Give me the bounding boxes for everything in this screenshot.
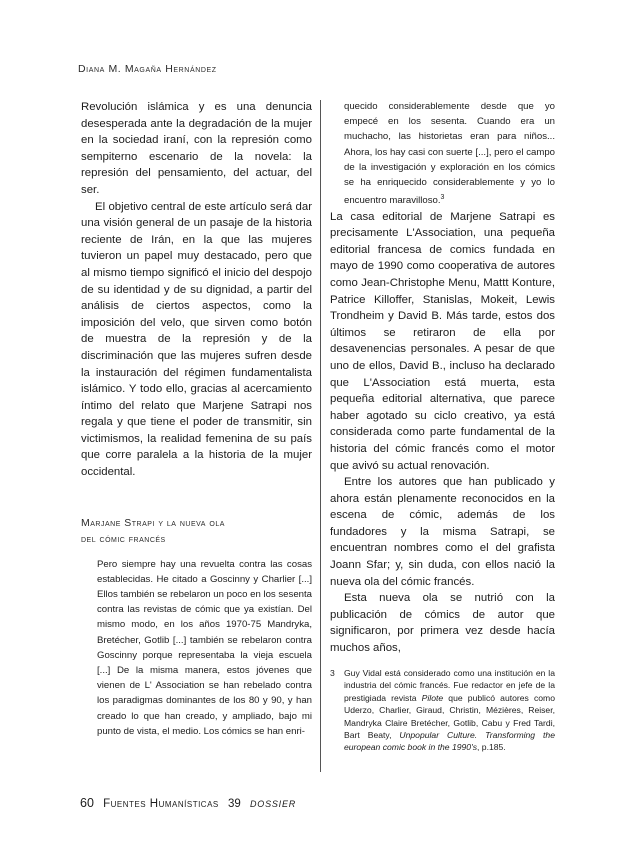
- running-head: Diana M. Magaña Hernández: [78, 63, 217, 75]
- page-footer: [80, 796, 296, 810]
- footnote-book-title: Unpopular Culture. Transforming the european comic book in the 1990's: [344, 730, 555, 753]
- journal-name: Fuentes Humanísticas: [103, 798, 219, 810]
- block-quote-continued-text: quecido considerablemente desde que yo empecé en los sesenta. Cuando era un muchacho, las historietas eran para niños... Ahora, los hay casi con suerte [...], pero el campo de la investigación y exploración en los cómics se ha enriquecido considerablemente y yo lo encuentro maravilloso.: [344, 101, 555, 207]
- issue-number: 39: [227, 798, 241, 810]
- block-quote: Pero siempre hay una revuelta contra las cosas establecidas. He citado a Goscinny y Charlier [...] Ellos también se rebelaron un poco en los sesenta contra las revistas de cómic que ya existían. Del mismo modo, en los años 1970-75 Mandryka, Bretécher, Gotlib [...] también se rebelaron contra Goscinny porque representaba la vieja escuela [...] De la misma manera, estos jóvenes que vienen de L' Association se han rebelado contra los paradigmas dominantes de los 80 y 90, y han creado lo que han creado, y ampliado, bajo mi punto de vista, el medio. Los cómics se han enri-: [97, 558, 312, 737]
- left-paragraph-1: Revolución islámica y es una denuncia desesperada ante la degradación de la mujer en la sociedad iraní, con la represión como sempiterno escenario de la novela: la represión del pensamiento, del actuar, del ser.: [81, 101, 312, 196]
- right-paragraph-1: La casa editorial de Marjene Satrapi es precisamente L'Association, una pequeña editorial francesa de comics fundada en mayo de 1990 como cooperativa de autores como Jean-Christophe Menu, Mattt Konture, Patrice Killoffer, Stanislas, Mokeit, Lewis Trondheim y David B. Más tarde, estos dos últimos se retiraron de ella por desavenencias personales. A pesar de que uno de ellos, David B., incluso ha declarado que L'Association está muerta, esta pequeña editorial alternativa, que parece haber agotado su ciclo creativo, ya está considerada como parte fundamental de la historia del cómic francés como el motor que avivó su actual renovación.: [330, 210, 555, 472]
- right-paragraph-3: Esta nueva ola se nutrió con la publicación de cómics de autor que significaron, por primera vez desde hacía muchos años,: [330, 592, 555, 655]
- footnote-text: [344, 667, 555, 754]
- page-number: 60: [80, 796, 94, 810]
- block-quote-continued: [344, 99, 555, 209]
- footnote-text-part-3: , p.185.: [477, 742, 506, 753]
- right-paragraph-2: Entre los autores que han publicado y ahora están plenamente reconocidos en la escena de cómic, además de los fundadores y la misma Satrapi, se encuentran nombres como el del grafista Joann Sfar; y, sin duda, con ellos nació la nueva ola del cómic francés.: [330, 476, 555, 588]
- footnote-text-part-2: que publicó autores como Uderzo, Charlier, Giraud, Christin, Mézières, Reiser, Mandryka Claire Bretécher, Gotlib, Cabu y Fred Tardi, Bart Beaty,: [344, 692, 555, 741]
- column-divider: [320, 100, 321, 772]
- left-paragraph-2: El objetivo central de este artículo será dar una visión general de un pasaje de la historia reciente de Irán, en la que las mujeres tuvieron un papel muy destacado, pero que al mismo tiempo significó el inicio del despojo de su identidad y de su dignidad, a partir del análisis de ciertos aspectos, como la imposición del velo, que sirven como botón de muestra de la represión y de la discriminación que las mujeres sufren desde la instauración del régimen fundamentalista islámico. Y todo ello, gracias al acercamiento íntimo del relato que Marjene Satrapi nos regala y que tiene el poder de transmitir, sin victimismos, la realidad femenina de su país que corre paralela a la historia de la mujer occidental.: [81, 200, 312, 479]
- footnote-journal-name: Pilote: [421, 692, 444, 703]
- footnote-reference: 3: [440, 194, 445, 202]
- right-column: [330, 99, 555, 657]
- section-heading: [81, 515, 312, 547]
- footnote-text-part-1: Guy Vidal está considerado como una institución en la industria del cómic francés. Fue redactor en jefe de la prestigiada revista: [344, 668, 555, 703]
- section-heading-line-2: del cómic francés: [81, 532, 166, 545]
- footnote: [330, 667, 555, 754]
- left-column: [81, 99, 312, 739]
- section-heading-line-1: Marjane Strapi y la nueva ola: [81, 516, 225, 529]
- section-label: DOSSIER: [249, 799, 297, 809]
- footnote-number: 3: [330, 668, 335, 678]
